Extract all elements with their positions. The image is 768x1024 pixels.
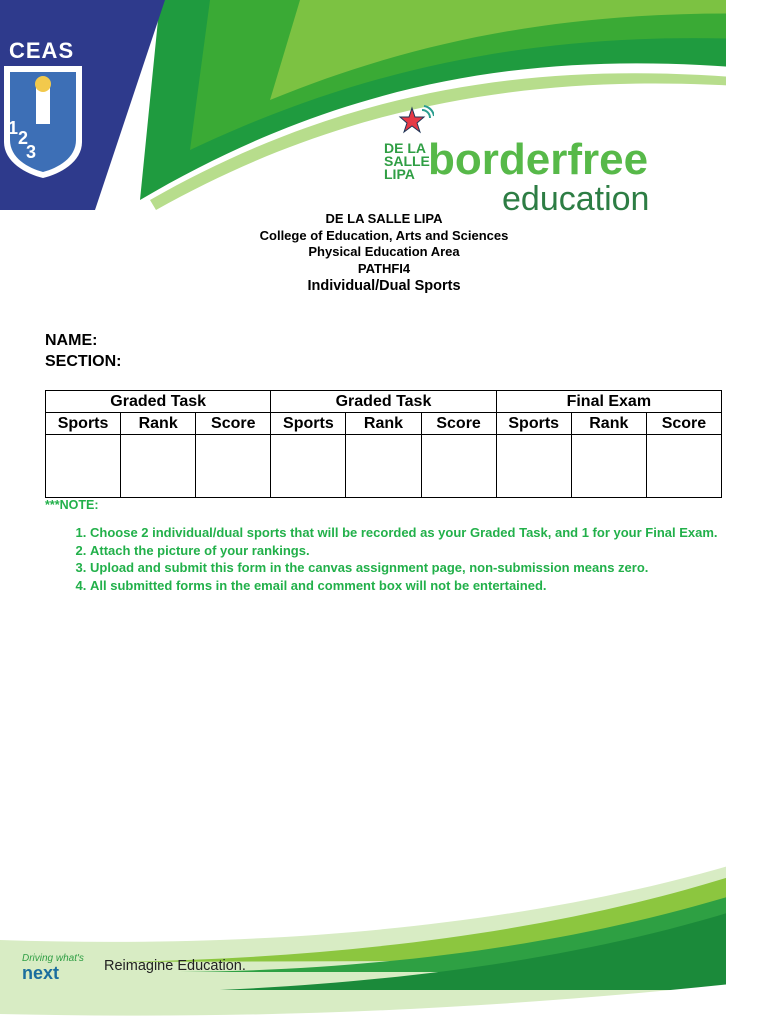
seal-number-2: 2: [18, 128, 29, 148]
table-cell-score[interactable]: [421, 435, 496, 498]
note-item: 2. Attach the picture of your rankings.: [90, 542, 768, 560]
column-header-score: Score: [196, 413, 271, 435]
column-header-sports: Sports: [46, 413, 121, 435]
area-name: Physical Education Area: [308, 244, 460, 259]
column-header-rank: Rank: [571, 413, 646, 435]
table-column-row: [46, 413, 722, 435]
dlsl-logo-line: DE LA: [384, 140, 426, 156]
school-name: DE LA SALLE LIPA: [325, 211, 443, 226]
footer-banner-art: [0, 840, 768, 1024]
section-label: SECTION:: [45, 353, 122, 370]
college-name: College of Education, Arts and Sciences: [259, 227, 509, 243]
table-cell-rank[interactable]: [571, 435, 646, 498]
column-header-sports: Sports: [271, 413, 346, 435]
table-group-row: [46, 391, 722, 413]
dlsl-logo-line: SALLE: [384, 153, 430, 169]
table-group-header: Graded Task: [271, 391, 496, 413]
grades-table: [45, 390, 722, 498]
column-header-rank: Rank: [346, 413, 421, 435]
table-cell-sports[interactable]: [496, 435, 571, 498]
note-item: 3. Upload and submit this form in the canvas assignment page, non-submission means zero.: [90, 559, 768, 577]
table-cell-rank[interactable]: [346, 435, 421, 498]
table-cell-sports[interactable]: [271, 435, 346, 498]
document-header: [0, 211, 768, 295]
footer-tagline-top: Driving what's: [22, 953, 84, 964]
note-item: 4. All submitted forms in the email and comment box will not be entertained.: [90, 577, 768, 595]
dlsl-logo: [384, 142, 430, 181]
header-banner-art: [0, 0, 768, 230]
education-logo-text: education: [502, 180, 650, 218]
footer-tagline-next: next: [22, 963, 60, 983]
column-header-score: Score: [646, 413, 721, 435]
table-group-header: Final Exam: [496, 391, 721, 413]
column-header-rank: Rank: [121, 413, 196, 435]
footer-logo: [22, 953, 84, 982]
note-heading: ***NOTE:: [45, 498, 99, 512]
table-group-header: Graded Task: [46, 391, 271, 413]
column-header-score: Score: [421, 413, 496, 435]
footer-slogan: Reimagine Education.: [104, 958, 246, 974]
table-cell-sports[interactable]: [46, 435, 121, 498]
dlsl-logo-line: LIPA: [384, 166, 415, 182]
column-header-sports: Sports: [496, 413, 571, 435]
table-cell-score[interactable]: [646, 435, 721, 498]
page-right-edge: [726, 0, 768, 1024]
course-code: PATHFI4: [357, 260, 411, 276]
table-cell-score[interactable]: [196, 435, 271, 498]
note-item: 1. Choose 2 individual/dual sports that will be recorded as your Graded Task, and 1 for your Final Exam.: [90, 524, 768, 542]
table-cell-rank[interactable]: [121, 435, 196, 498]
seal-number-3: 3: [26, 142, 37, 162]
seal-number-1: 1: [8, 118, 19, 138]
borderfree-logo: borderfree: [428, 135, 649, 184]
table-row: [46, 435, 722, 498]
name-label: NAME:: [45, 332, 98, 349]
notes-list: [45, 524, 768, 594]
ceas-logo-text: CEAS: [9, 38, 75, 63]
course-title: Individual/Dual Sports: [307, 278, 461, 294]
